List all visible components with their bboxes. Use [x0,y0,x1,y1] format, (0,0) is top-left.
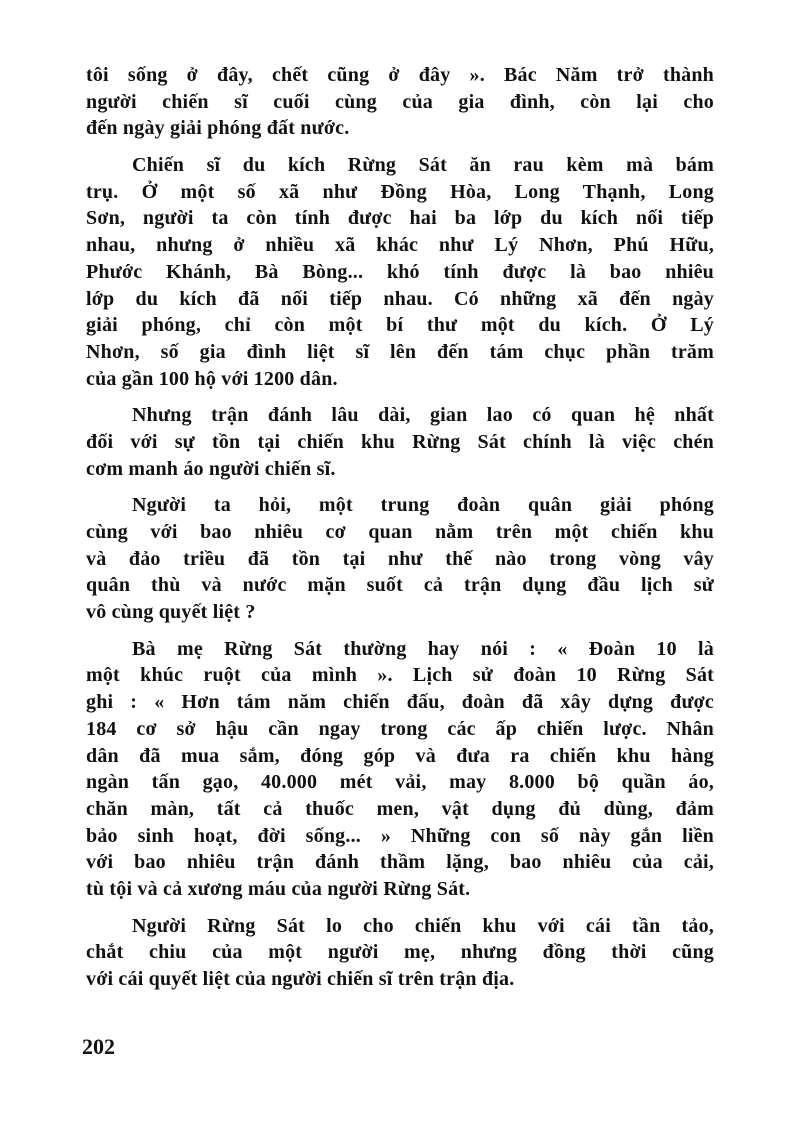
text-line: tôi sống ở đây, chết cũng ở đây ». Bác Năm trở thành [86,64,714,86]
text-line: đến ngày giải phóng đất nước. [86,117,350,140]
text-line: Phước Khánh, Bà Bòng... khó tính được là bao nhiêu [86,260,714,283]
text-line: ghi : « Hơn tám năm chiến đấu, đoàn đã xây dựng được [86,691,714,714]
page-number: 202 [82,1034,115,1059]
paragraph [86,402,714,482]
text-line: cơm manh áo người chiến sĩ. [86,457,336,480]
text-line: của gần 100 hộ với 1200 dân. [86,367,338,390]
text-line: Bà mẹ Rừng Sát thường hay nói : « Đoàn 10 là [132,637,714,660]
text-line: ngàn tấn gạo, 40.000 mét vải, may 8.000 bộ quần áo, [86,771,714,794]
text-line: Sơn, người ta còn tính được hai ba lớp du kích nối tiếp [86,207,714,230]
text-line: người chiến sĩ cuối cùng của gia đình, còn lại cho [86,90,714,113]
text-line: Nhơn, số gia đình liệt sĩ lên đến tám chục phần trăm [86,340,714,363]
text-line: đối với sự tồn tại chiến khu Rừng Sát chính là việc chén [86,430,714,453]
paragraph [86,913,714,993]
text-line: và đảo triều đã tồn tại như thế nào trong vòng vây [86,547,714,570]
text-line: tù tội và cả xương máu của người Rừng Sát. [86,877,471,900]
text-line: trụ. Ở một số xã như Đồng Hòa, Long Thạnh, Long [86,180,714,203]
text-line: lớp du kích đã nối tiếp nhau. Có những xã đến ngày [86,287,714,310]
text-line: vô cùng quyết liệt ? [86,601,256,624]
text-line: quân thù và nước mặn suốt cả trận dụng đầu lịch sử [86,574,714,597]
paragraph [86,492,714,625]
paragraph [86,62,714,142]
text-line: chắt chiu của một người mẹ, nhưng đồng thời cũng [86,941,714,964]
text-line: 184 cơ sở hậu cần ngay trong các ấp chiến lược. Nhân [86,717,714,740]
text-line: với bao nhiêu trận đánh thầm lặng, bao nhiêu của cải, [86,851,714,874]
text-line: bảo sinh hoạt, đời sống... » Những con số này gắn liền [86,824,714,847]
paragraph [86,152,714,392]
text-line: dân đã mua sắm, đóng góp và đưa ra chiến khu hàng [86,744,714,767]
text-line: Người Rừng Sát lo cho chiến khu với cái tần tảo, [132,914,714,937]
text-line: Nhưng trận đánh lâu dài, gian lao có quan hệ nhất [132,404,714,427]
text-line: Chiến sĩ du kích Rừng Sát ăn rau kèm mà bám [132,154,714,177]
paragraph [86,636,714,903]
text-line: chăn màn, tất cả thuốc men, vật dụng đủ dùng, đảm [86,797,714,820]
text-line: Người ta hỏi, một trung đoàn quân giải phóng [132,494,714,517]
body-text [86,62,714,993]
text-line: một khúc ruột của mình ». Lịch sử đoàn 10 Rừng Sát [86,664,714,687]
text-line: giải phóng, chỉ còn một bí thư một du kích. Ở Lý [86,314,714,337]
text-line: nhau, nhưng ở nhiều xã khác như Lý Nhơn, Phú Hữu, [86,234,714,257]
text-line: với cái quyết liệt của người chiến sĩ trên trận địa. [86,968,515,990]
text-line: cùng với bao nhiêu cơ quan nằm trên một chiến khu [86,521,714,543]
